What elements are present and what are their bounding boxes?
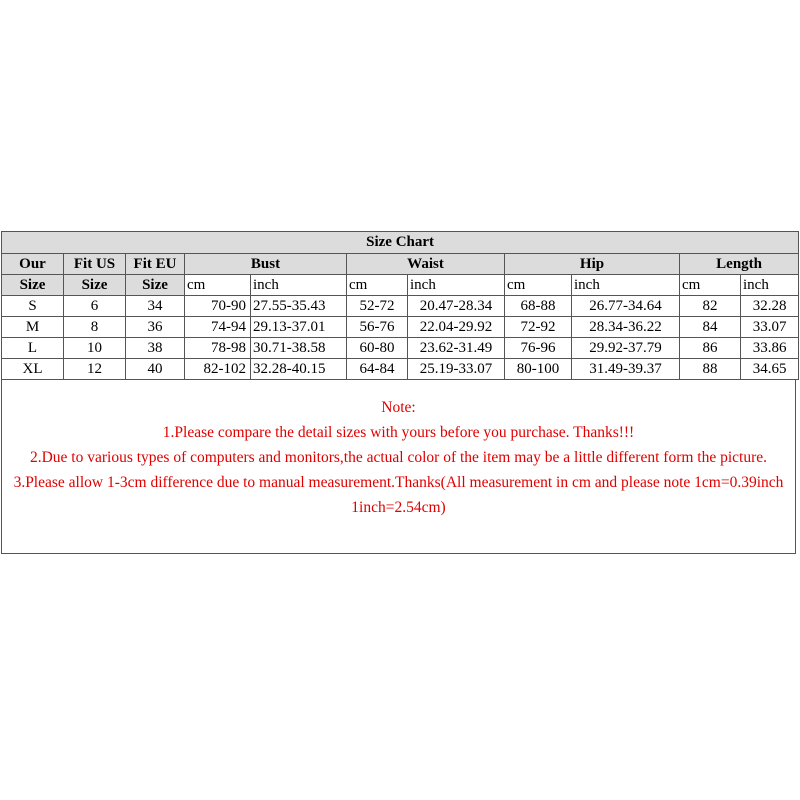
cell-us: 10 [64, 338, 126, 359]
cell-length-cm: 82 [680, 296, 741, 317]
length-inch-header: inch [741, 275, 799, 296]
table-row [2, 359, 799, 380]
bust-inch-header: inch [251, 275, 347, 296]
cell-size: L [2, 338, 64, 359]
header-waist: Waist [347, 254, 505, 275]
cell-bust-cm: 74-94 [185, 317, 251, 338]
hip-cm-header: cm [505, 275, 572, 296]
cell-hip-cm: 76-96 [505, 338, 572, 359]
cell-hip-cm: 80-100 [505, 359, 572, 380]
cell-us: 6 [64, 296, 126, 317]
cell-length-inch: 33.07 [741, 317, 799, 338]
size-chart-table [1, 231, 799, 380]
cell-us: 8 [64, 317, 126, 338]
cell-waist-cm: 64-84 [347, 359, 408, 380]
cell-bust-cm: 82-102 [185, 359, 251, 380]
note-line-1: 1.Please compare the detail sizes with yours before you purchase. Thanks!!! [162, 424, 635, 441]
header-bust: Bust [185, 254, 347, 275]
header-length: Length [680, 254, 799, 275]
cell-size: S [2, 296, 64, 317]
note-line-2: 2.Due to various types of computers and monitors,the actual color of the item may be a little different form the picture. [29, 449, 768, 466]
waist-cm-header: cm [347, 275, 408, 296]
cell-hip-cm: 72-92 [505, 317, 572, 338]
cell-size: XL [2, 359, 64, 380]
cell-eu: 36 [126, 317, 185, 338]
cell-length-cm: 88 [680, 359, 741, 380]
cell-hip-inch: 26.77-34.64 [572, 296, 680, 317]
cell-bust-cm: 78-98 [185, 338, 251, 359]
cell-hip-cm: 68-88 [505, 296, 572, 317]
cell-hip-inch: 29.92-37.79 [572, 338, 680, 359]
header-our-size-line1: Our [2, 254, 64, 275]
length-cm-header: cm [680, 275, 741, 296]
cell-size: M [2, 317, 64, 338]
header-fit-eu-line1: Fit EU [126, 254, 185, 275]
cell-bust-cm: 70-90 [185, 296, 251, 317]
note-box [1, 380, 796, 554]
cell-waist-inch: 20.47-28.34 [408, 296, 505, 317]
header-fit-eu-line2: Size [126, 275, 185, 296]
cell-bust-inch: 30.71-38.58 [251, 338, 347, 359]
cell-length-inch: 33.86 [741, 338, 799, 359]
cell-waist-inch: 23.62-31.49 [408, 338, 505, 359]
cell-bust-inch: 29.13-37.01 [251, 317, 347, 338]
cell-length-inch: 32.28 [741, 296, 799, 317]
cell-waist-cm: 60-80 [347, 338, 408, 359]
cell-eu: 34 [126, 296, 185, 317]
cell-length-inch: 34.65 [741, 359, 799, 380]
cell-eu: 40 [126, 359, 185, 380]
cell-waist-cm: 52-72 [347, 296, 408, 317]
table-row [2, 317, 799, 338]
cell-us: 12 [64, 359, 126, 380]
table-row [2, 296, 799, 317]
cell-eu: 38 [126, 338, 185, 359]
cell-length-cm: 84 [680, 317, 741, 338]
header-fit-us-line2: Size [64, 275, 126, 296]
hip-inch-header: inch [572, 275, 680, 296]
cell-hip-inch: 28.34-36.22 [572, 317, 680, 338]
note-line-3: 3.Please allow 1-3cm difference due to manual measurement.Thanks(All measurement in cm and please note 1cm=0.39inch 1inch=2.54cm) [13, 474, 784, 516]
waist-inch-header: inch [408, 275, 505, 296]
cell-hip-inch: 31.49-39.37 [572, 359, 680, 380]
cell-waist-inch: 22.04-29.92 [408, 317, 505, 338]
bust-cm-header: cm [185, 275, 251, 296]
header-our-size-line2: Size [2, 275, 64, 296]
cell-waist-inch: 25.19-33.07 [408, 359, 505, 380]
cell-bust-inch: 27.55-35.43 [251, 296, 347, 317]
cell-bust-inch: 32.28-40.15 [251, 359, 347, 380]
header-hip: Hip [505, 254, 680, 275]
size-chart [1, 231, 798, 554]
table-row [2, 338, 799, 359]
cell-length-cm: 86 [680, 338, 741, 359]
chart-title: Size Chart [2, 232, 799, 254]
cell-waist-cm: 56-76 [347, 317, 408, 338]
header-fit-us-line1: Fit US [64, 254, 126, 275]
note-heading: Note: [381, 399, 416, 416]
